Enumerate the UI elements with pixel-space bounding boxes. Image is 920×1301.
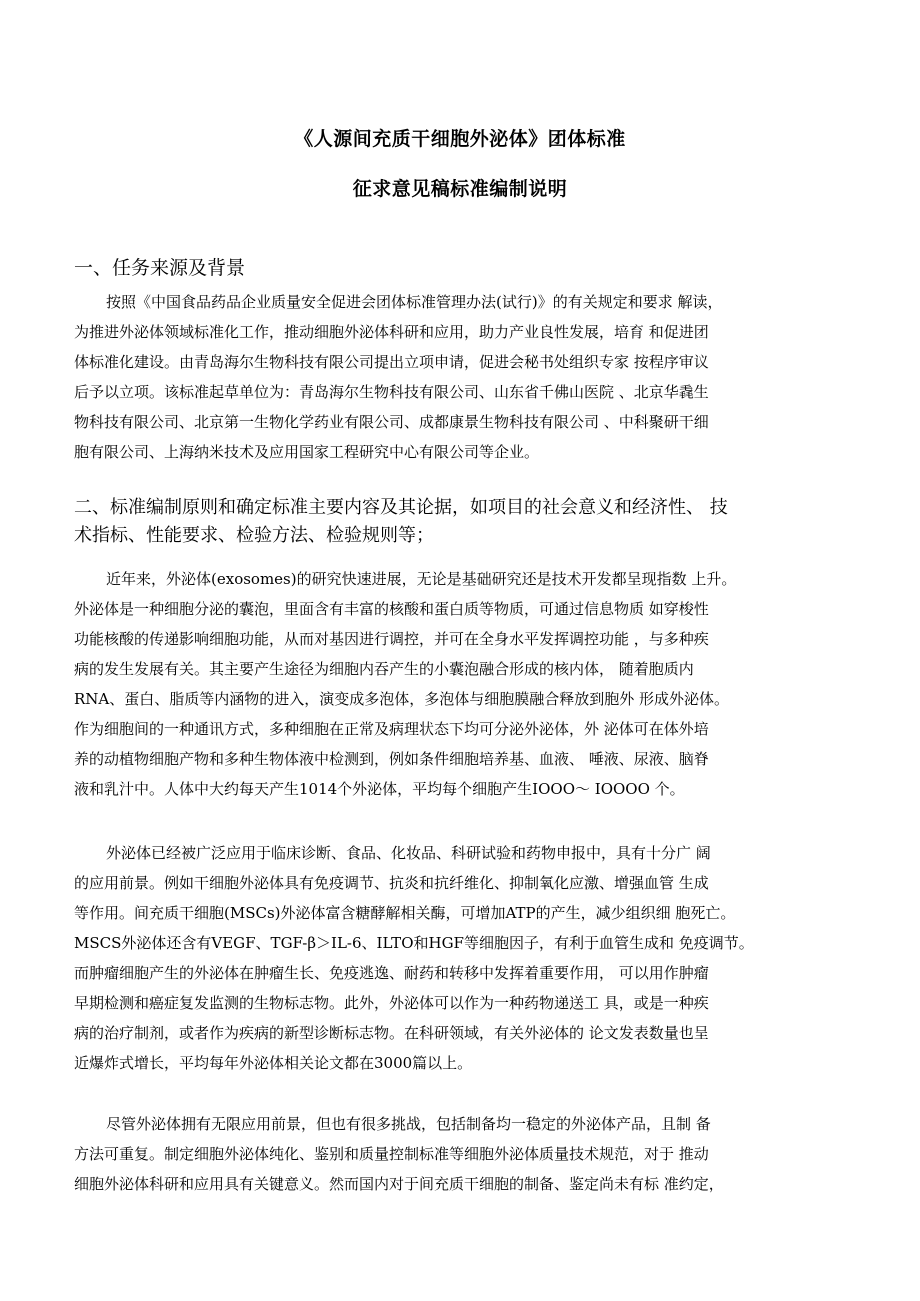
paragraph-line: 体标准化建设。由青岛海尔生物科技有限公司提出立项申请，促进会秘书处组织专家 按程序审议 <box>74 353 709 371</box>
paragraph-line: 胞有限公司、上海纳米技术及应用国家工程研究中心有限公司等企业。 <box>74 443 540 461</box>
paragraph-line: 作为细胞间的一种通讯方式，多种细胞在正常及病理状态下均可分泌外泌体，外 泌体可在体外培 <box>74 720 709 738</box>
section2-paragraph-3 <box>74 1109 864 1199</box>
document-title: 《人源间充质干细胞外泌体》团体标准 <box>294 128 626 150</box>
paragraph-line: 近年来，外泌体(exosomes)的研究快速进展，无论是基础研究还是技术开发都呈现指数 上升。 <box>106 570 737 588</box>
paragraph-line: 物科技有限公司、北京第一生物化学药业有限公司、成都康景生物科技有限公司 、中科聚研干细 <box>74 413 709 431</box>
section2-paragraph-2 <box>74 838 864 1078</box>
heading-line: 二、标准编制原则和确定标准主要内容及其论据，如项目的社会意义和经济性、 技 <box>74 497 728 518</box>
paragraph-line: 方法可重复。制定细胞外泌体纯化、鉴别和质量控制标准等细胞外泌体质量技术规范，对于 推动 <box>74 1145 709 1163</box>
document-subtitle: 征求意见稿标准编制说明 <box>352 178 568 200</box>
section1-paragraph <box>74 287 864 467</box>
paragraph-line: 养的动植物细胞产物和多种生物体液中检测到，例如条件细胞培养基、血液、 唾液、尿液、脑脊 <box>74 750 709 768</box>
paragraph-line: 液和乳汁中。人体中大约每天产生1014个外泌体，平均每个细胞产生IOOO～ IOOOO 个。 <box>74 780 685 798</box>
paragraph-line: 病的发生发展有关。其主要产生途径为细胞内吞产生的小囊泡融合形成的核内体， 随着胞质内 <box>74 660 694 678</box>
paragraph-line: MSCS外泌体还含有VEGF、TGF-β＞IL-6、ILTO和HGF等细胞因子，有利于血管生成和 免疫调节。 <box>74 934 754 952</box>
heading-line: 术指标、性能要求、检验方法、检验规则等； <box>74 525 434 546</box>
paragraph-line: 的应用前景。例如干细胞外泌体具有免疫调节、抗炎和抗纤维化、抑制氧化应激、增强血管 生成 <box>74 874 709 892</box>
section-heading-1: 一、任务来源及背景 <box>74 257 246 279</box>
paragraph-line: 尽管外泌体拥有无限应用前景，但也有很多挑战，包括制备均一稳定的外泌体产品，且制 备 <box>106 1115 711 1133</box>
section2-paragraph-1 <box>74 564 864 804</box>
section-heading-2 <box>74 494 864 550</box>
paragraph-line: 为推进外泌体领域标准化工作，推动细胞外泌体科研和应用，助力产业良性发展，培育 和促进团 <box>74 323 709 341</box>
paragraph-line: 外泌体是一种细胞分泌的囊泡，里面含有丰富的核酸和蛋白质等物质，可通过信息物质 如穿梭性 <box>74 600 709 618</box>
paragraph-line: 等作用。间充质干细胞(MSCs)外泌体富含糖酵解相关酶，可增加ATP的产生，减少组织细 胞死亡。 <box>74 904 736 922</box>
paragraph-line: 早期检测和癌症复发监测的生物标志物。此外，外泌体可以作为一种药物递送工 具，或是一种疾 <box>74 994 709 1012</box>
paragraph-line: 外泌体已经被广泛应用于临床诊断、食品、化妆品、科研试验和药物申报中，具有十分广 阔 <box>106 844 711 862</box>
paragraph-line: 病的治疗制剂，或者作为疾病的新型诊断标志物。在科研领域，有关外泌体的 论文发表数量也呈 <box>74 1024 709 1042</box>
paragraph-line: 后予以立项。该标准起草单位为：青岛海尔生物科技有限公司、山东省千佛山医院 、北京华毳生 <box>74 383 709 401</box>
paragraph-line: 近爆炸式增长，平均每年外泌体相关论文都在3000篇以上。 <box>74 1054 473 1072</box>
paragraph-line: 功能核酸的传递影响细胞功能，从而对基因进行调控，并可在全身水平发挥调控功能 ，与多种疾 <box>74 630 709 648</box>
paragraph-line: RNA、蛋白、脂质等内涵物的进入，演变成多泡体，多泡体与细胞膜融合释放到胞外 形成外泌体。 <box>74 690 730 708</box>
paragraph-line: 细胞外泌体科研和应用具有关键意义。然而国内对于间充质干细胞的制备、鉴定尚未有标 准约定， <box>74 1175 724 1193</box>
paragraph-line: 而肿瘤细胞产生的外泌体在肿瘤生长、免疫逃逸、耐药和转移中发挥着重要作用， 可以用作肿瘤 <box>74 964 709 982</box>
paragraph-line: 按照《中国食品药品企业质量安全促进会团体标准管理办法(试行)》的有关规定和要求 解读， <box>106 293 723 311</box>
